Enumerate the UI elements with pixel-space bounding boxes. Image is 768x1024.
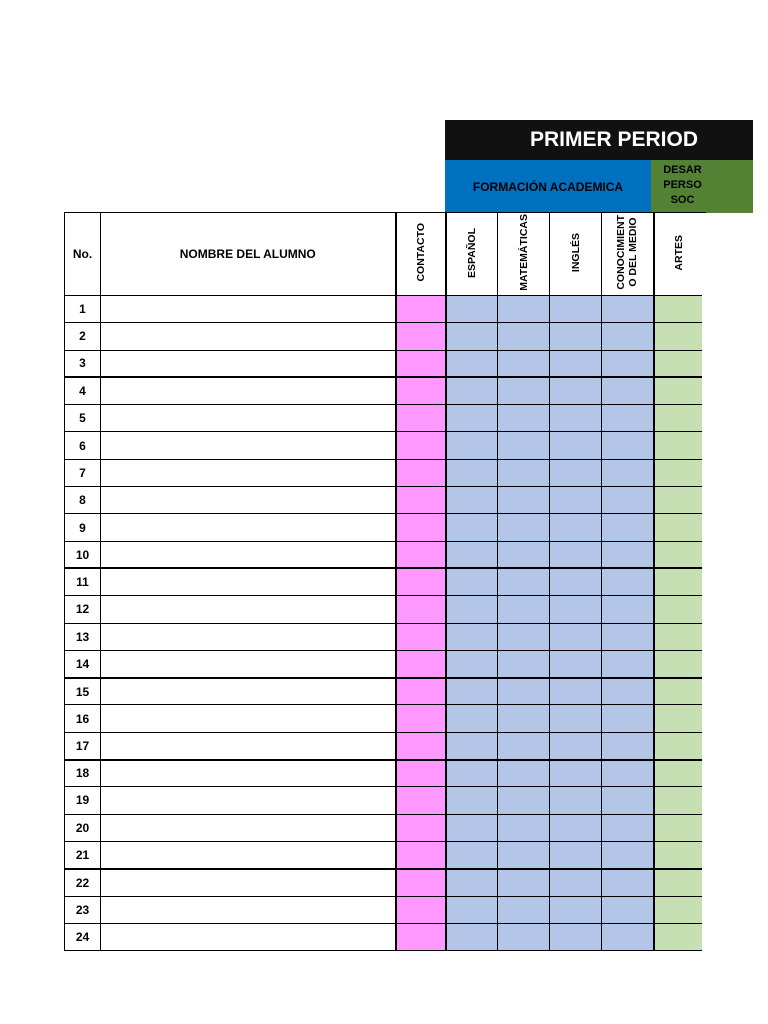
header-no: No. [65, 213, 101, 296]
matematicas-cell[interactable] [498, 814, 550, 841]
period-title: PRIMER PERIOD [445, 120, 753, 160]
table-row [65, 896, 705, 923]
matematicas-cell[interactable] [498, 541, 550, 568]
conocimiento-cell[interactable] [602, 514, 654, 541]
row-number: 17 [65, 732, 101, 759]
matematicas-cell[interactable] [498, 705, 550, 732]
conocimiento-cell[interactable] [602, 405, 654, 432]
ingles-cell[interactable] [550, 760, 602, 787]
espanol-cell[interactable] [446, 732, 498, 759]
row-number: 12 [65, 596, 101, 623]
contacto-cell[interactable] [396, 814, 446, 841]
row-number: 6 [65, 432, 101, 459]
row-number: 9 [65, 514, 101, 541]
table-row [65, 787, 705, 814]
conocimiento-cell[interactable] [602, 596, 654, 623]
header-espanol-label: ESPAÑOL [465, 227, 478, 278]
conocimiento-cell[interactable] [602, 323, 654, 350]
conocimiento-cell[interactable] [602, 732, 654, 759]
row-number: 2 [65, 323, 101, 350]
matematicas-cell[interactable] [498, 841, 550, 868]
matematicas-cell[interactable] [498, 323, 550, 350]
header-matematicas-label: MATEMÁTICAS [517, 214, 530, 291]
artes-cell[interactable] [654, 296, 705, 323]
student-name-cell[interactable] [101, 514, 396, 541]
row-number: 13 [65, 623, 101, 650]
table-row [65, 487, 705, 514]
artes-cell[interactable] [654, 350, 705, 377]
contacto-cell[interactable] [396, 323, 446, 350]
artes-cell[interactable] [654, 732, 705, 759]
artes-cell[interactable] [654, 487, 705, 514]
contacto-cell[interactable] [396, 760, 446, 787]
student-name-cell[interactable] [101, 896, 396, 923]
row-number: 21 [65, 841, 101, 868]
espanol-cell[interactable] [446, 705, 498, 732]
matematicas-cell[interactable] [498, 459, 550, 486]
header-conocimiento-label: CONOCIMIENT O DEL MEDIO [615, 215, 640, 290]
ingles-cell[interactable] [550, 296, 602, 323]
matematicas-cell[interactable] [498, 623, 550, 650]
desarrollo-line-1: DESAR [663, 164, 702, 176]
matematicas-cell[interactable] [498, 296, 550, 323]
ingles-cell[interactable] [550, 869, 602, 896]
ingles-cell[interactable] [550, 705, 602, 732]
student-name-cell[interactable] [101, 923, 396, 950]
student-name-cell[interactable] [101, 432, 396, 459]
student-name-cell[interactable] [101, 760, 396, 787]
row-number: 5 [65, 405, 101, 432]
artes-cell[interactable] [654, 432, 705, 459]
header-conocimiento-medio [602, 213, 654, 296]
espanol-cell[interactable] [446, 568, 498, 595]
header-contacto [396, 213, 446, 296]
matematicas-cell[interactable] [498, 760, 550, 787]
desarrollo-personal-header [651, 160, 753, 213]
espanol-cell[interactable] [446, 923, 498, 950]
conocimiento-cell[interactable] [602, 623, 654, 650]
header-ingles [550, 213, 602, 296]
conocimiento-cell[interactable] [602, 923, 654, 950]
artes-cell[interactable] [654, 705, 705, 732]
conocimiento-cell[interactable] [602, 678, 654, 705]
contacto-cell[interactable] [396, 896, 446, 923]
espanol-cell[interactable] [446, 678, 498, 705]
artes-cell[interactable] [654, 405, 705, 432]
table-row [65, 678, 705, 705]
row-number: 1 [65, 296, 101, 323]
table-row [65, 377, 705, 404]
matematicas-cell[interactable] [498, 732, 550, 759]
ingles-cell[interactable] [550, 377, 602, 404]
row-number: 14 [65, 650, 101, 677]
ingles-cell[interactable] [550, 787, 602, 814]
artes-cell[interactable] [654, 596, 705, 623]
table-header-row [65, 213, 705, 296]
contacto-cell[interactable] [396, 296, 446, 323]
espanol-cell[interactable] [446, 405, 498, 432]
ingles-cell[interactable] [550, 678, 602, 705]
contacto-cell[interactable] [396, 705, 446, 732]
artes-cell[interactable] [654, 896, 705, 923]
student-name-cell[interactable] [101, 650, 396, 677]
ingles-cell[interactable] [550, 568, 602, 595]
espanol-cell[interactable] [446, 350, 498, 377]
ingles-cell[interactable] [550, 623, 602, 650]
conocimiento-cell[interactable] [602, 760, 654, 787]
espanol-cell[interactable] [446, 760, 498, 787]
table-row [65, 514, 705, 541]
student-name-cell[interactable] [101, 350, 396, 377]
matematicas-cell[interactable] [498, 432, 550, 459]
conocimiento-cell[interactable] [602, 459, 654, 486]
artes-cell[interactable] [654, 869, 705, 896]
row-number: 10 [65, 541, 101, 568]
header-contacto-label: CONTACTO [414, 223, 427, 282]
header-ingles-label: INGLÉS [569, 232, 582, 273]
espanol-cell[interactable] [446, 896, 498, 923]
student-name-cell[interactable] [101, 323, 396, 350]
table-row [65, 459, 705, 486]
ingles-cell[interactable] [550, 896, 602, 923]
row-number: 7 [65, 459, 101, 486]
student-name-cell[interactable] [101, 296, 396, 323]
artes-cell[interactable] [654, 459, 705, 486]
conocimiento-cell[interactable] [602, 705, 654, 732]
row-number: 18 [65, 760, 101, 787]
table-row [65, 405, 705, 432]
ingles-cell[interactable] [550, 323, 602, 350]
row-number: 23 [65, 896, 101, 923]
row-number: 16 [65, 705, 101, 732]
table-row [65, 296, 705, 323]
contacto-cell[interactable] [396, 350, 446, 377]
espanol-cell[interactable] [446, 596, 498, 623]
matematicas-cell[interactable] [498, 650, 550, 677]
table-row [65, 568, 705, 595]
espanol-cell[interactable] [446, 459, 498, 486]
row-number: 24 [65, 923, 101, 950]
conocimiento-cell[interactable] [602, 432, 654, 459]
student-name-cell[interactable] [101, 678, 396, 705]
header-artes-label: ARTES [673, 234, 685, 271]
conocimiento-cell[interactable] [602, 787, 654, 814]
artes-cell[interactable] [654, 787, 705, 814]
matematicas-cell[interactable] [498, 514, 550, 541]
ingles-cell[interactable] [550, 732, 602, 759]
ingles-cell[interactable] [550, 432, 602, 459]
espanol-cell[interactable] [446, 541, 498, 568]
ingles-cell[interactable] [550, 459, 602, 486]
conocimiento-cell[interactable] [602, 296, 654, 323]
student-name-cell[interactable] [101, 541, 396, 568]
matematicas-cell[interactable] [498, 923, 550, 950]
ingles-cell[interactable] [550, 541, 602, 568]
desarrollo-line-2: PERSO [663, 179, 702, 191]
row-number: 11 [65, 568, 101, 595]
espanol-cell[interactable] [446, 487, 498, 514]
table-row [65, 596, 705, 623]
contacto-cell[interactable] [396, 841, 446, 868]
desarrollo-line-3: SOC [670, 194, 695, 206]
artes-cell[interactable] [654, 568, 705, 595]
ingles-cell[interactable] [550, 841, 602, 868]
contacto-cell[interactable] [396, 923, 446, 950]
ingles-cell[interactable] [550, 350, 602, 377]
row-number: 20 [65, 814, 101, 841]
conocimiento-cell[interactable] [602, 650, 654, 677]
header-espanol [446, 213, 498, 296]
espanol-cell[interactable] [446, 814, 498, 841]
table-row [65, 650, 705, 677]
student-name-cell[interactable] [101, 623, 396, 650]
ingles-cell[interactable] [550, 596, 602, 623]
conocimiento-cell[interactable] [602, 350, 654, 377]
student-name-cell[interactable] [101, 459, 396, 486]
student-name-cell[interactable] [101, 732, 396, 759]
contacto-cell[interactable] [396, 568, 446, 595]
matematicas-cell[interactable] [498, 377, 550, 404]
student-name-cell[interactable] [101, 596, 396, 623]
contacto-cell[interactable] [396, 487, 446, 514]
ingles-cell[interactable] [550, 487, 602, 514]
student-grade-table [64, 212, 706, 951]
student-name-cell[interactable] [101, 705, 396, 732]
ingles-cell[interactable] [550, 923, 602, 950]
artes-cell[interactable] [654, 814, 705, 841]
conocimiento-cell[interactable] [602, 568, 654, 595]
student-name-cell[interactable] [101, 869, 396, 896]
artes-cell[interactable] [654, 623, 705, 650]
table-row [65, 432, 705, 459]
row-number: 8 [65, 487, 101, 514]
contacto-cell[interactable] [396, 405, 446, 432]
matematicas-cell[interactable] [498, 869, 550, 896]
matematicas-cell[interactable] [498, 487, 550, 514]
header-artes [654, 213, 705, 296]
matematicas-cell[interactable] [498, 350, 550, 377]
artes-cell[interactable] [654, 923, 705, 950]
matematicas-cell[interactable] [498, 405, 550, 432]
matematicas-cell[interactable] [498, 596, 550, 623]
espanol-cell[interactable] [446, 623, 498, 650]
table-row [65, 623, 705, 650]
table-row [65, 869, 705, 896]
conocimiento-cell[interactable] [602, 541, 654, 568]
espanol-cell[interactable] [446, 787, 498, 814]
espanol-cell[interactable] [446, 650, 498, 677]
conocimiento-cell[interactable] [602, 841, 654, 868]
matematicas-cell[interactable] [498, 568, 550, 595]
artes-cell[interactable] [654, 841, 705, 868]
contacto-cell[interactable] [396, 732, 446, 759]
conocimiento-cell[interactable] [602, 814, 654, 841]
contacto-cell[interactable] [396, 869, 446, 896]
row-number: 19 [65, 787, 101, 814]
contacto-cell[interactable] [396, 377, 446, 404]
artes-cell[interactable] [654, 514, 705, 541]
contacto-cell[interactable] [396, 650, 446, 677]
contacto-cell[interactable] [396, 596, 446, 623]
student-name-cell[interactable] [101, 814, 396, 841]
row-number: 22 [65, 869, 101, 896]
table-row [65, 923, 705, 950]
ingles-cell[interactable] [550, 514, 602, 541]
contacto-cell[interactable] [396, 541, 446, 568]
artes-cell[interactable] [654, 323, 705, 350]
table-row [65, 705, 705, 732]
table-row [65, 814, 705, 841]
matematicas-cell[interactable] [498, 896, 550, 923]
student-name-cell[interactable] [101, 405, 396, 432]
conocimiento-cell[interactable] [602, 896, 654, 923]
matematicas-cell[interactable] [498, 678, 550, 705]
formacion-academica-header: FORMACIÓN ACADEMICA [445, 160, 651, 213]
table-row [65, 350, 705, 377]
student-name-cell[interactable] [101, 787, 396, 814]
artes-cell[interactable] [654, 377, 705, 404]
conocimiento-cell[interactable] [602, 487, 654, 514]
table-row [65, 841, 705, 868]
artes-cell[interactable] [654, 760, 705, 787]
table-row [65, 760, 705, 787]
contacto-cell[interactable] [396, 514, 446, 541]
table-row [65, 732, 705, 759]
espanol-cell[interactable] [446, 432, 498, 459]
student-name-cell[interactable] [101, 568, 396, 595]
conocimiento-cell[interactable] [602, 377, 654, 404]
artes-cell[interactable] [654, 650, 705, 677]
table-row [65, 323, 705, 350]
ingles-cell[interactable] [550, 650, 602, 677]
contacto-cell[interactable] [396, 432, 446, 459]
contacto-cell[interactable] [396, 623, 446, 650]
row-number: 4 [65, 377, 101, 404]
table-row [65, 541, 705, 568]
contacto-cell[interactable] [396, 678, 446, 705]
header-nombre-alumno: NOMBRE DEL ALUMNO [101, 213, 396, 296]
matematicas-cell[interactable] [498, 787, 550, 814]
student-name-cell[interactable] [101, 487, 396, 514]
artes-cell[interactable] [654, 541, 705, 568]
student-name-cell[interactable] [101, 841, 396, 868]
artes-cell[interactable] [654, 678, 705, 705]
header-matematicas [498, 213, 550, 296]
espanol-cell[interactable] [446, 377, 498, 404]
row-number: 3 [65, 350, 101, 377]
row-number: 15 [65, 678, 101, 705]
ingles-cell[interactable] [550, 814, 602, 841]
student-name-cell[interactable] [101, 377, 396, 404]
conocimiento-cell[interactable] [602, 869, 654, 896]
espanol-cell[interactable] [446, 841, 498, 868]
worksheet-edge [702, 213, 768, 973]
contacto-cell[interactable] [396, 787, 446, 814]
ingles-cell[interactable] [550, 405, 602, 432]
espanol-cell[interactable] [446, 514, 498, 541]
espanol-cell[interactable] [446, 323, 498, 350]
espanol-cell[interactable] [446, 869, 498, 896]
contacto-cell[interactable] [396, 459, 446, 486]
espanol-cell[interactable] [446, 296, 498, 323]
